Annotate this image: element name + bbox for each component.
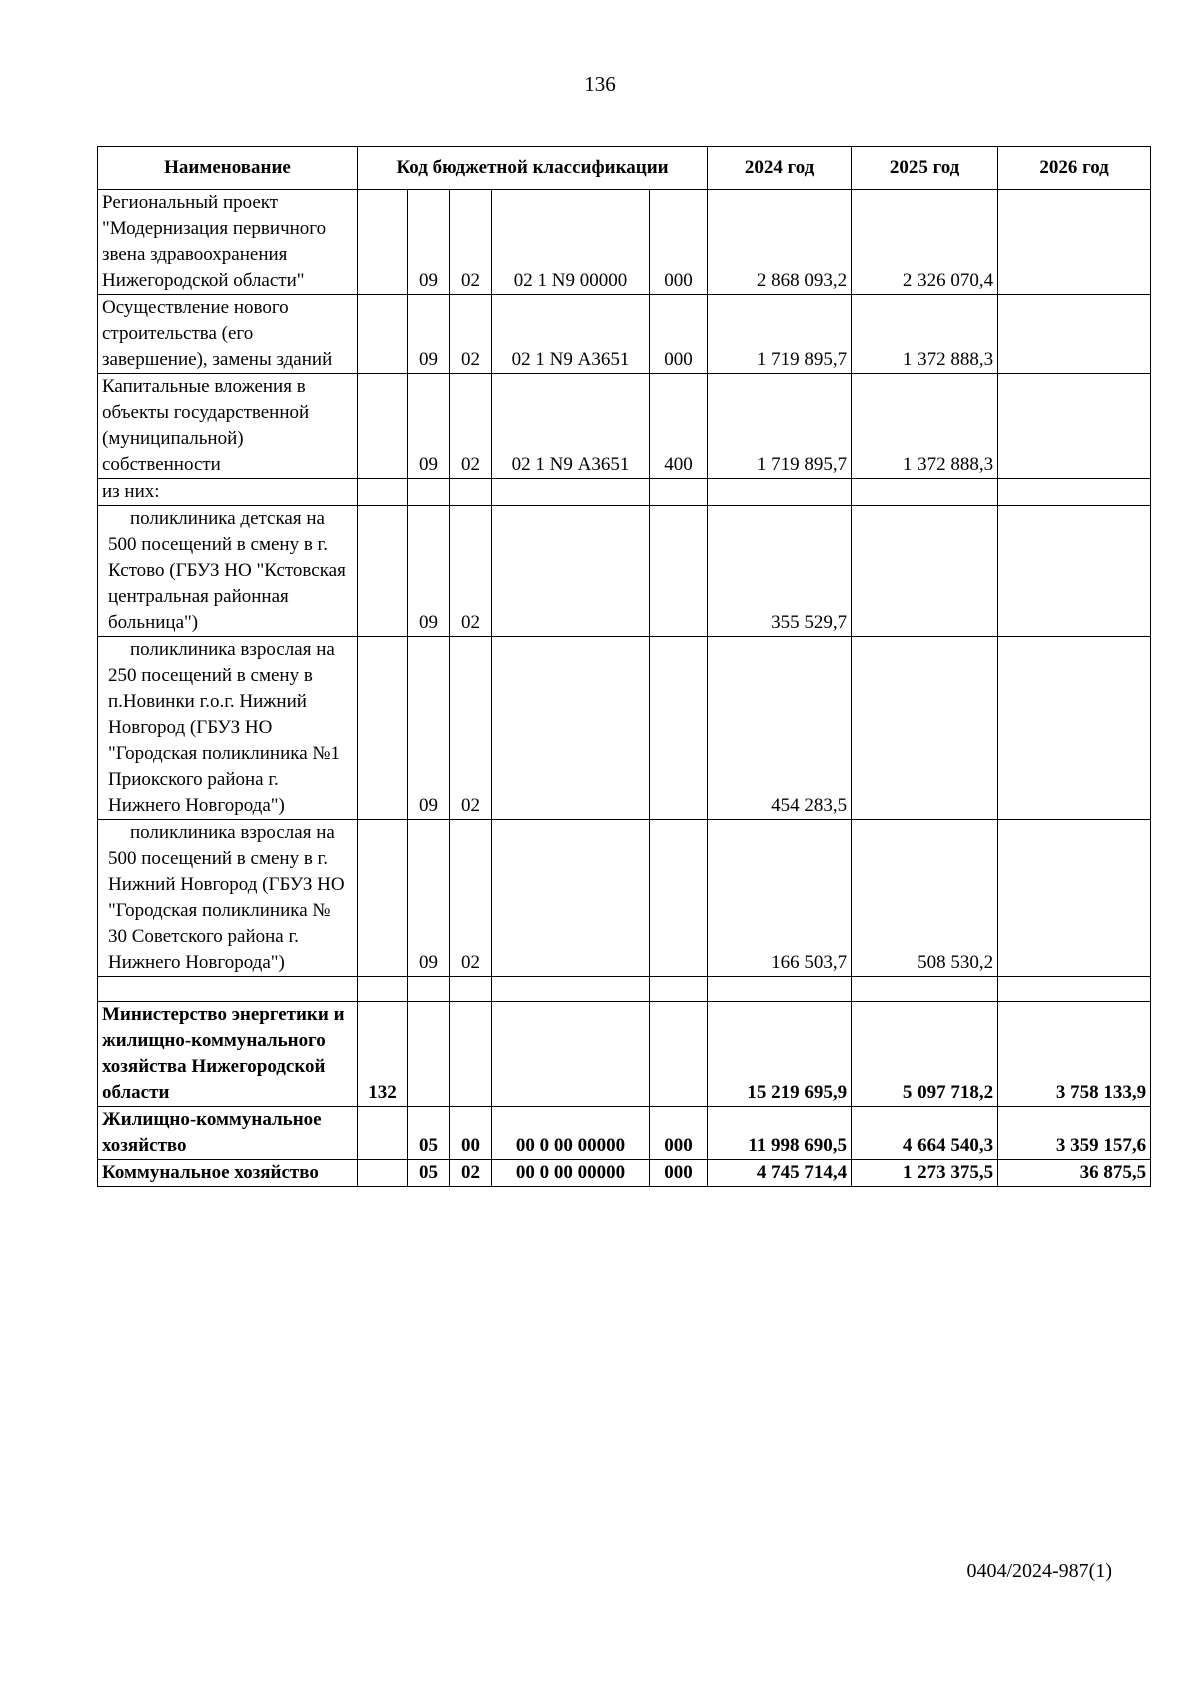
row-csr [492, 977, 650, 1002]
row-gr [358, 190, 408, 295]
row-gr [358, 637, 408, 820]
row-vr [650, 820, 708, 977]
table-row [98, 506, 1151, 637]
row-2024: 454 283,5 [708, 637, 852, 820]
table-row [98, 374, 1151, 479]
table-row [98, 1160, 1151, 1187]
row-pr [450, 977, 492, 1002]
header-2024: 2024 год [708, 147, 852, 190]
row-2025 [852, 506, 998, 637]
row-2024: 4 745 714,4 [708, 1160, 852, 1187]
row-name [98, 977, 358, 1002]
row-vr [650, 1002, 708, 1107]
row-csr [492, 1002, 650, 1107]
row-gr [358, 1107, 408, 1160]
row-vr: 000 [650, 190, 708, 295]
row-vr [650, 506, 708, 637]
header-2026: 2026 год [998, 147, 1151, 190]
header-name: Наименование [98, 147, 358, 190]
row-2026 [998, 977, 1151, 1002]
row-2024 [708, 479, 852, 506]
row-2025 [852, 637, 998, 820]
row-rz: 09 [408, 637, 450, 820]
row-gr [358, 374, 408, 479]
row-2025 [852, 977, 998, 1002]
row-pr: 02 [450, 1160, 492, 1187]
row-gr: 132 [358, 1002, 408, 1107]
row-name: Жилищно-коммунальное хозяйство [98, 1107, 358, 1160]
row-pr: 02 [450, 190, 492, 295]
table-row [98, 977, 1151, 1002]
row-pr [450, 479, 492, 506]
row-gr [358, 295, 408, 374]
row-pr: 00 [450, 1107, 492, 1160]
row-pr: 02 [450, 820, 492, 977]
row-2025 [852, 479, 998, 506]
row-2026 [998, 479, 1151, 506]
row-vr: 000 [650, 1107, 708, 1160]
row-pr: 02 [450, 637, 492, 820]
row-name: Министерство энергетики и жилищно-коммунального хозяйства Нижегородской области [98, 1002, 358, 1107]
row-rz: 05 [408, 1107, 450, 1160]
row-gr [358, 977, 408, 1002]
row-2025: 2 326 070,4 [852, 190, 998, 295]
table-row [98, 479, 1151, 506]
table-header-row [98, 147, 1151, 190]
row-rz: 05 [408, 1160, 450, 1187]
row-2026 [998, 506, 1151, 637]
row-rz: 09 [408, 506, 450, 637]
row-2025: 1 372 888,3 [852, 295, 998, 374]
row-rz: 09 [408, 190, 450, 295]
row-csr [492, 637, 650, 820]
row-csr: 02 1 N9 А3651 [492, 374, 650, 479]
row-gr [358, 506, 408, 637]
row-rz [408, 977, 450, 1002]
table-row [98, 295, 1151, 374]
row-csr: 00 0 00 00000 [492, 1160, 650, 1187]
row-gr [358, 479, 408, 506]
row-2026 [998, 374, 1151, 479]
row-2024: 355 529,7 [708, 506, 852, 637]
row-csr [492, 506, 650, 637]
row-vr [650, 637, 708, 820]
row-csr: 02 1 N9 00000 [492, 190, 650, 295]
row-gr [358, 1160, 408, 1187]
row-2026 [998, 190, 1151, 295]
row-rz: 09 [408, 374, 450, 479]
row-name: Коммунальное хозяйство [98, 1160, 358, 1187]
table-row [98, 190, 1151, 295]
row-vr [650, 977, 708, 1002]
table-row [98, 1107, 1151, 1160]
header-2025: 2025 год [852, 147, 998, 190]
row-2026 [998, 637, 1151, 820]
row-2024: 11 998 690,5 [708, 1107, 852, 1160]
row-csr [492, 479, 650, 506]
row-2025: 5 097 718,2 [852, 1002, 998, 1107]
row-rz [408, 1002, 450, 1107]
row-2024 [708, 977, 852, 1002]
row-name: Региональный проект "Модернизация первичного звена здравоохранения Нижегородской области" [98, 190, 358, 295]
row-vr [650, 479, 708, 506]
row-name: поликлиника взрослая на 500 посещений в смену в г. Нижний Новгород (ГБУЗ НО "Городская поликлиника № 30 Советского района г. Нижнего Новгорода") [98, 820, 358, 977]
row-2025: 508 530,2 [852, 820, 998, 977]
header-code: Код бюджетной классификации [358, 147, 708, 190]
row-rz [408, 479, 450, 506]
row-rz: 09 [408, 295, 450, 374]
document-code: 0404/2024-987(1) [966, 1560, 1112, 1582]
row-pr [450, 1002, 492, 1107]
row-pr: 02 [450, 295, 492, 374]
row-2024: 15 219 695,9 [708, 1002, 852, 1107]
row-2026: 3 359 157,6 [998, 1107, 1151, 1160]
row-2026 [998, 820, 1151, 977]
page-number: 136 [584, 72, 616, 96]
row-2025: 4 664 540,3 [852, 1107, 998, 1160]
budget-table [97, 146, 1151, 1187]
row-vr: 000 [650, 1160, 708, 1187]
row-2026: 36 875,5 [998, 1160, 1151, 1187]
row-rz: 09 [408, 820, 450, 977]
row-name: Капитальные вложения в объекты государственной (муниципальной) собственности [98, 374, 358, 479]
row-2026: 3 758 133,9 [998, 1002, 1151, 1107]
row-2024: 1 719 895,7 [708, 374, 852, 479]
row-2024: 1 719 895,7 [708, 295, 852, 374]
row-pr: 02 [450, 506, 492, 637]
row-gr [358, 820, 408, 977]
row-name: из них: [98, 479, 358, 506]
table-row [98, 1002, 1151, 1107]
row-2024: 2 868 093,2 [708, 190, 852, 295]
row-csr: 02 1 N9 А3651 [492, 295, 650, 374]
row-vr: 400 [650, 374, 708, 479]
row-name: поликлиника детская на 500 посещений в смену в г. Кстово (ГБУЗ НО "Кстовская центральная районная больница") [98, 506, 358, 637]
row-pr: 02 [450, 374, 492, 479]
table-row [98, 820, 1151, 977]
row-2025: 1 372 888,3 [852, 374, 998, 479]
row-name: поликлиника взрослая на 250 посещений в смену в п.Новинки г.о.г. Нижний Новгород (ГБУЗ НО "Городская поликлиника №1 Приокского района г. Нижнего Новгорода") [98, 637, 358, 820]
row-2025: 1 273 375,5 [852, 1160, 998, 1187]
row-2024: 166 503,7 [708, 820, 852, 977]
row-vr: 000 [650, 295, 708, 374]
row-csr [492, 820, 650, 977]
table-row [98, 637, 1151, 820]
row-name: Осуществление нового строительства (его завершение), замены зданий [98, 295, 358, 374]
row-csr: 00 0 00 00000 [492, 1107, 650, 1160]
row-2026 [998, 295, 1151, 374]
